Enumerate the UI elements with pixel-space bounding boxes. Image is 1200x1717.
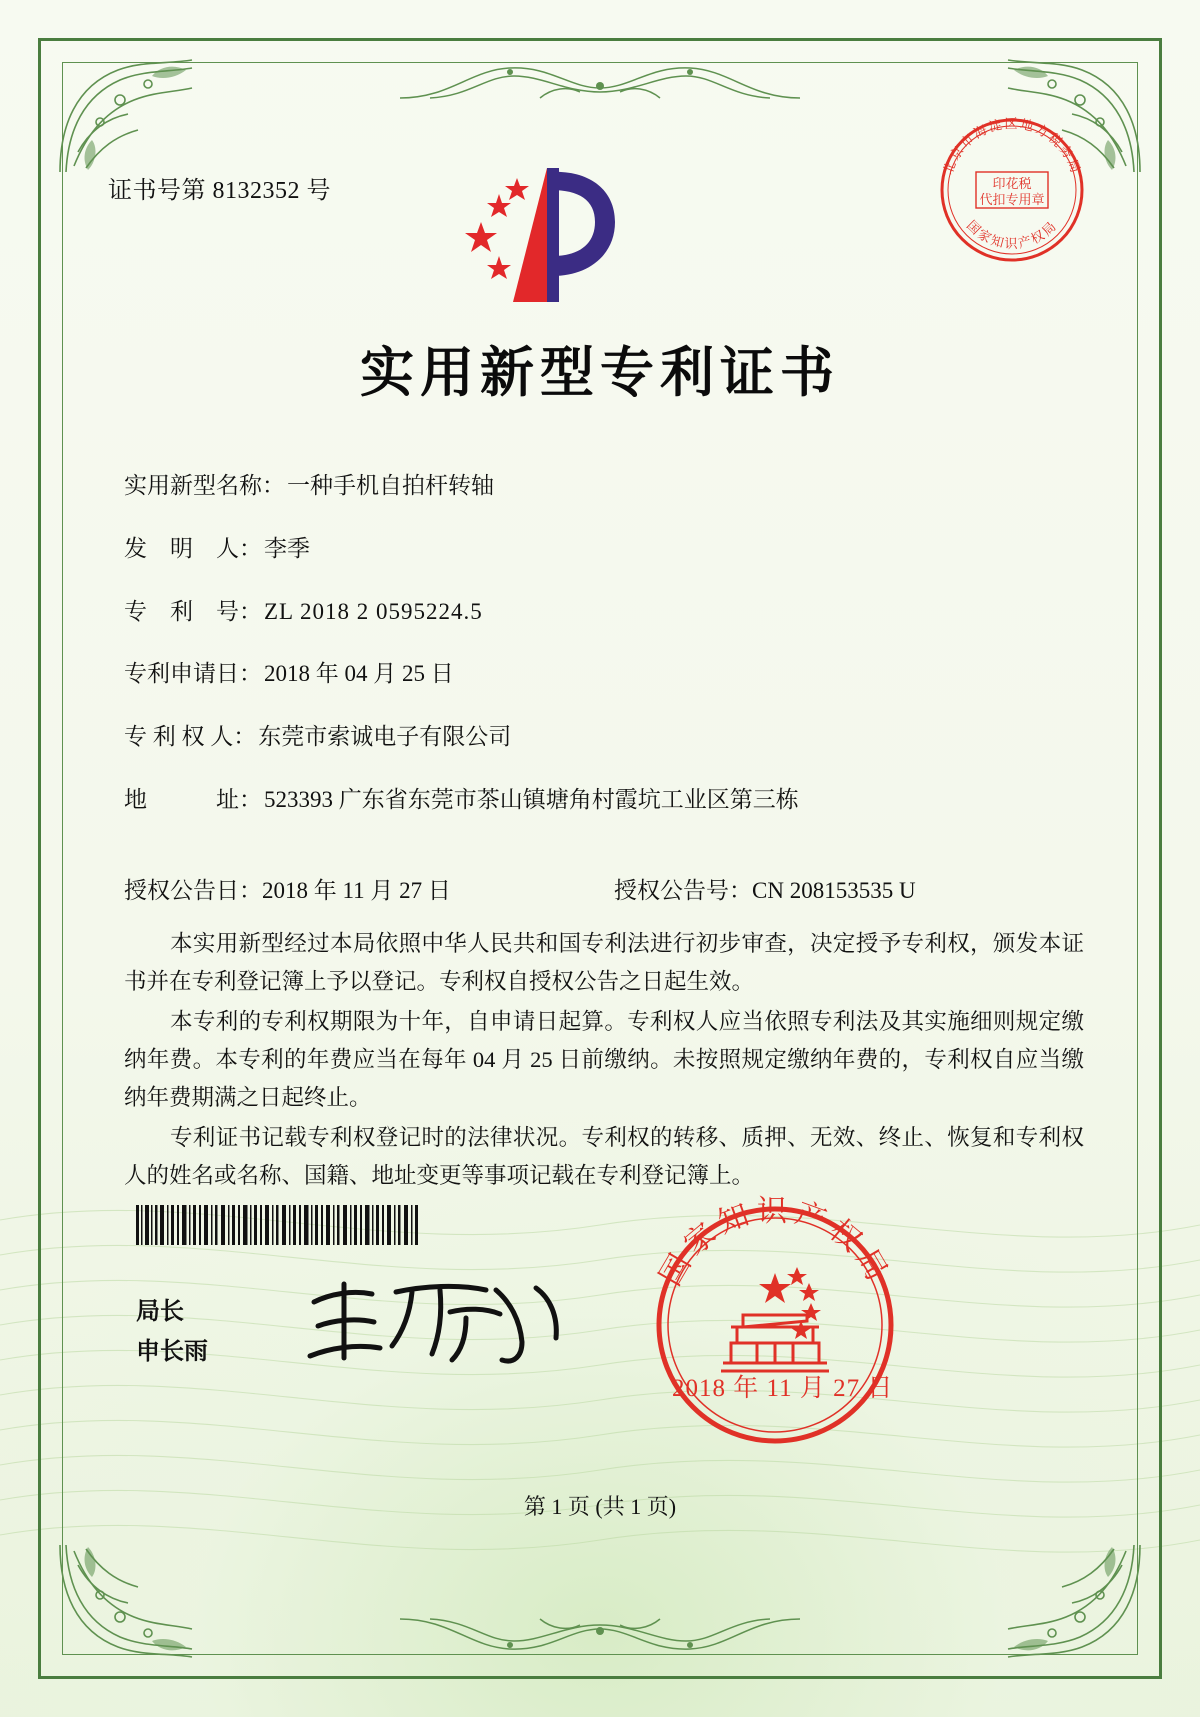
- field-utility-model-name: [124, 472, 1084, 501]
- paragraph-1: 本实用新型经过本局依照中华人民共和国专利法进行初步审查，决定授予专利权，颁发本证书并在专利登记簿上予以登记。专利权自授权公告之日起生效。: [124, 931, 1084, 994]
- grant-announcement-date: 授权公告日：2018 年 11 月 27 日: [124, 878, 451, 903]
- top-edge-ornament-icon: [390, 58, 810, 104]
- grant-announcement-row: [124, 872, 1114, 905]
- field-application-date: [124, 660, 1084, 689]
- director-name: 申长雨: [136, 1339, 208, 1365]
- grant-announcement-number: 授权公告号：CN 208153535 U: [614, 878, 916, 903]
- field-value: 一种手机自拍杆转轴: [287, 473, 494, 498]
- field-patentee: [124, 723, 1084, 752]
- national-ip-administration-seal-icon: [645, 1195, 905, 1455]
- signature-block: [136, 1292, 208, 1372]
- body-text: [124, 925, 1084, 1197]
- field-value: 李季: [264, 535, 310, 561]
- field-label: 发 明 人：: [124, 535, 262, 561]
- field-patent-number: [124, 598, 1084, 627]
- field-list: [124, 472, 1084, 849]
- field-label: 专 利 号：: [124, 598, 262, 624]
- field-value: 523393 广东省东莞市茶山镇塘角村霞坑工业区第三栋: [264, 786, 799, 812]
- svg-text:印花税: 印花税: [992, 176, 1032, 191]
- certificate-number: 证书号第 8132352 号: [108, 178, 331, 204]
- field-value: 2018 年 04 月 25 日: [264, 661, 454, 687]
- svg-text:代扣专用章: 代扣专用章: [979, 192, 1045, 207]
- barcode-icon: [136, 1205, 424, 1245]
- page-title: 实用新型专利证书: [360, 340, 840, 404]
- field-address: [124, 786, 1084, 815]
- patent-office-logo-icon: [455, 160, 645, 310]
- director-title: 局长: [136, 1299, 184, 1325]
- field-label: 专利申请日：: [124, 661, 262, 687]
- bottom-edge-ornament-icon: [390, 1613, 810, 1659]
- svg-text:北京市海淀区地方税务局: 北京市海淀区地方税务局: [940, 116, 1084, 177]
- field-label: 地 址：: [124, 786, 262, 812]
- field-inventor: [124, 535, 1084, 564]
- svg-text:国家知识产权局: 国家知识产权局: [963, 217, 1061, 252]
- page-footer: 第 1 页 (共 1 页): [523, 1494, 677, 1519]
- field-label: 实用新型名称：: [124, 473, 285, 498]
- seal-date: 2018 年 11 月 27 日: [672, 1375, 894, 1402]
- tax-stamp-seal-icon: [932, 110, 1092, 270]
- paragraph-3: 专利证书记载专利权登记时的法律状况。专利权的转移、质押、无效、终止、恢复和专利权人的姓名或名称、国籍、地址变更等事项记载在专利登记簿上。: [124, 1125, 1084, 1188]
- field-label: 专 利 权 人：: [124, 724, 257, 749]
- svg-text:国家知识产权局: 国家知识产权局: [653, 1195, 897, 1292]
- handwritten-signature-icon: [300, 1268, 570, 1378]
- field-value: ZL 2018 2 0595224.5: [264, 598, 483, 624]
- paragraph-2: 本专利的专利权期限为十年，自申请日起算。专利权人应当依照专利法及其实施细则规定缴纳年费。本专利的年费应当在每年 04 月 25 日前缴纳。未按照规定缴纳年费的，专利权自应当缴纳年费期满之日起终止。: [124, 1009, 1084, 1110]
- field-value: 东莞市索诚电子有限公司: [258, 724, 512, 749]
